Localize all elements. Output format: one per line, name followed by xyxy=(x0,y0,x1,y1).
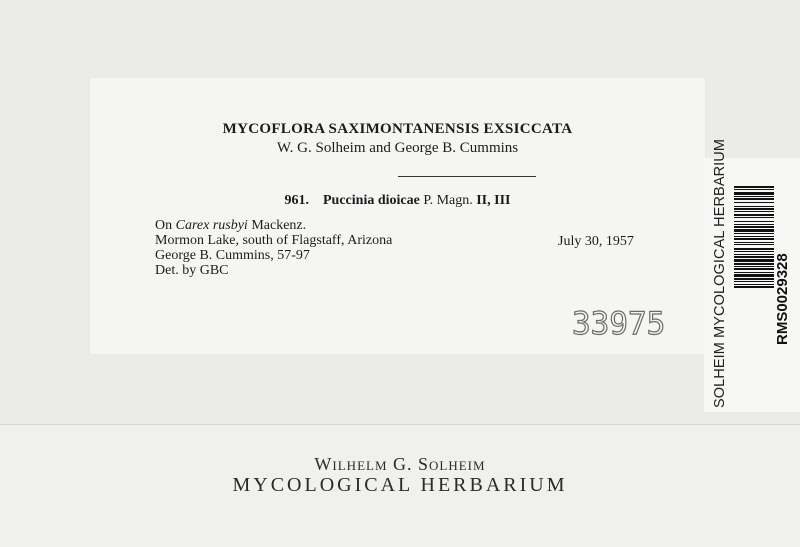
accession-stamp: 33975 xyxy=(572,306,666,342)
collection-details xyxy=(155,218,392,278)
determiner: Det. by GBC xyxy=(155,263,229,278)
barcode-icon xyxy=(734,186,774,390)
label-editors: W. G. Solheim and George B. Cummins xyxy=(276,140,519,156)
exsiccata-number: 961. xyxy=(284,193,309,208)
label-title: MYCOFLORA SAXIMONTANENSIS EXSICCATA xyxy=(222,121,573,137)
host-author: Mackenz. xyxy=(247,218,307,233)
host-name: Carex rusbyi xyxy=(175,218,248,233)
collector: George B. Cummins, 57-97 xyxy=(155,248,310,263)
catalog-number: RMS0029328 xyxy=(774,253,791,345)
species-author: P. Magn. xyxy=(423,193,473,208)
specimen-label xyxy=(90,78,705,354)
locality: Mormon Lake, south of Flagstaff, Arizona xyxy=(155,233,393,248)
spore-stages: II, III xyxy=(476,193,511,208)
host-line: On Carex rusbyi Mackenz. xyxy=(155,218,307,233)
footer-herbarium: MYCOLOGICAL HERBARIUM xyxy=(232,474,568,496)
footer-name: Wilhelm G. Solheim xyxy=(314,454,486,474)
label-divider xyxy=(398,176,536,177)
species-line xyxy=(90,193,705,209)
barcode-institution: SOLHEIM MYCOLOGICAL HERBARIUM xyxy=(712,138,728,408)
collection-date: July 30, 1957 xyxy=(558,234,634,249)
species-name: Puccinia dioicae xyxy=(323,193,420,208)
